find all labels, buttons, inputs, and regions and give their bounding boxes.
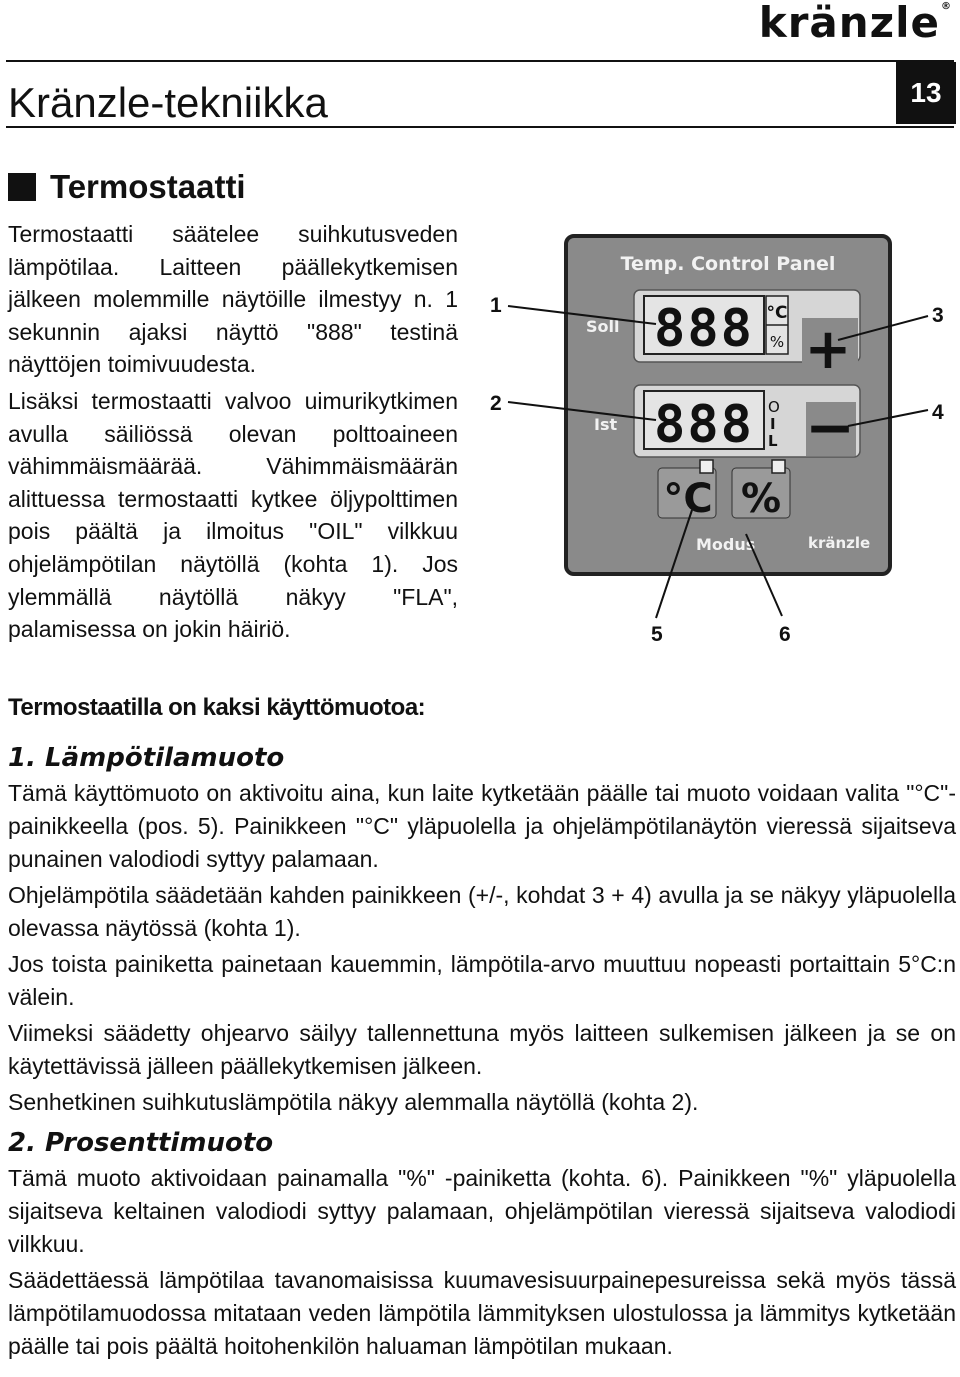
callout-2: 2 bbox=[490, 392, 502, 415]
top-display-digits: 888 bbox=[654, 299, 754, 359]
celsius-led-icon bbox=[700, 460, 713, 473]
plus-button[interactable]: + bbox=[804, 317, 852, 382]
percent-led-icon bbox=[772, 460, 785, 473]
modus-label: Modus bbox=[696, 535, 756, 554]
intro-paragraph: Termostaatti säätelee suihkutusveden lämpötilaa. Laitteen päällekytkemisen jälkeen molemmille näytöille ilmestyy n. 1 sekunnin ajaksi näyttö "888" testinä näyttöjen toimivuudesta. bbox=[8, 221, 458, 378]
page-number: 13 bbox=[896, 62, 956, 124]
mode1-paragraph: Jos toista painiketta painetaan kauemmin, lämpötila-arvo muuttuu nopeasti portaittain 5°C:n välein. bbox=[8, 951, 956, 1010]
callout-3: 3 bbox=[932, 304, 944, 327]
ist-label: Ist bbox=[594, 415, 618, 434]
callout-5: 5 bbox=[651, 623, 663, 646]
unit-celsius: °C bbox=[766, 303, 788, 323]
registered-mark: ® bbox=[941, 1, 952, 12]
control-panel-svg bbox=[470, 230, 960, 650]
callout-1: 1 bbox=[490, 294, 502, 317]
control-panel-figure bbox=[470, 230, 960, 650]
percent-button[interactable]: % bbox=[740, 476, 782, 522]
square-bullet-icon bbox=[8, 173, 36, 201]
brand-name: kränzle bbox=[758, 0, 940, 47]
mode2-paragraph: Säädettäessä lämpötilaa tavanomaisissa kuumavesisuurpainepesureissa sekä myös tässä lämpötilamuodossa mitataan veden lämpötila lämmityksen ulostulossa ja lämmitys kytketään päälle tai pois päältä hoitohenkilön haluaman lämpötilan mukaan. bbox=[8, 1267, 956, 1359]
intro-paragraph: Lisäksi termostaatti valvoo uimurikytkimen avulla säiliössä olevan polttoaineen vähimmäismäärää. Vähimmäismäärän alittuessa termostaatti kytkee öljypolttimen pois päältä ja ilmoitus "OIL" vilkkuu ohjelämpötilan näytöllä (kohta 1). Jos ylemmällä näytöllä näkyy "FLA", palamisessa on jokin häiriö. bbox=[8, 387, 458, 643]
callout-6: 6 bbox=[779, 623, 791, 646]
unit-percent: % bbox=[769, 333, 785, 351]
oil-letter-o: O bbox=[768, 398, 780, 416]
mode1-paragraph: Viimeksi säädetty ohjearvo säilyy tallennettuna myös laitteen sulkemisen jälkeen ja se on käytettävissä jälleen päällekytkemisen jälkeen. bbox=[8, 1020, 956, 1079]
mode2-paragraph: Tämä muoto aktivoidaan painamalla "%" -painiketta (kohta. 6). Painikkeen "%" yläpuolella sijaitseva keltainen valodiodi syttyy palamaan, ohjelämpötilan vieressä sijaitseva valodiodi vilkkuu. bbox=[8, 1165, 956, 1257]
mode1-paragraph: Senhetkinen suihkutuslämpötila näkyy alemmalla näytöllä (kohta 2). bbox=[8, 1089, 699, 1115]
modes-heading: Termostaatilla on kaksi käyttömuotoa: bbox=[8, 694, 426, 721]
mode1-paragraph: Ohjelämpötila säädetään kahden painikkeen (+/-, kohdat 3 + 4) avulla ja se näkyy yläpuolella olevassa näytössä (kohta 1). bbox=[8, 882, 956, 941]
section-heading bbox=[8, 170, 246, 203]
brand-logo bbox=[758, 0, 952, 47]
mode2-title: 2. Prosenttimuoto bbox=[8, 1128, 274, 1158]
section-title: Termostaatti bbox=[50, 168, 246, 205]
modes-content bbox=[8, 738, 956, 1366]
intro-text bbox=[8, 218, 458, 650]
minus-button[interactable]: − bbox=[804, 393, 856, 463]
top-rule bbox=[6, 60, 954, 62]
bottom-rule bbox=[6, 126, 954, 128]
bottom-display-digits: 888 bbox=[654, 395, 754, 455]
oil-letter-l: L bbox=[768, 432, 778, 450]
soll-label: Soll bbox=[586, 317, 620, 336]
page-title: Kränzle-tekniikka bbox=[8, 79, 328, 126]
panel-brand: kränzle bbox=[808, 534, 871, 552]
mode1-paragraph: Tämä käyttömuoto on aktivoitu aina, kun laite kytketään päälle tai muoto voidaan valita "°C"-painikkeella (pos. 5). Painikkeen "°C" yläpuolella ja ohjelämpötilanäytön vieressä sijaitseva punainen valodiodi syttyy palamaan. bbox=[8, 780, 956, 872]
mode1-title: 1. Lämpötilamuoto bbox=[8, 743, 285, 773]
oil-letter-i: I bbox=[770, 415, 776, 433]
callout-4: 4 bbox=[932, 401, 944, 424]
panel-title: Temp. Control Panel bbox=[620, 253, 836, 275]
celsius-button[interactable]: °C bbox=[663, 476, 713, 522]
